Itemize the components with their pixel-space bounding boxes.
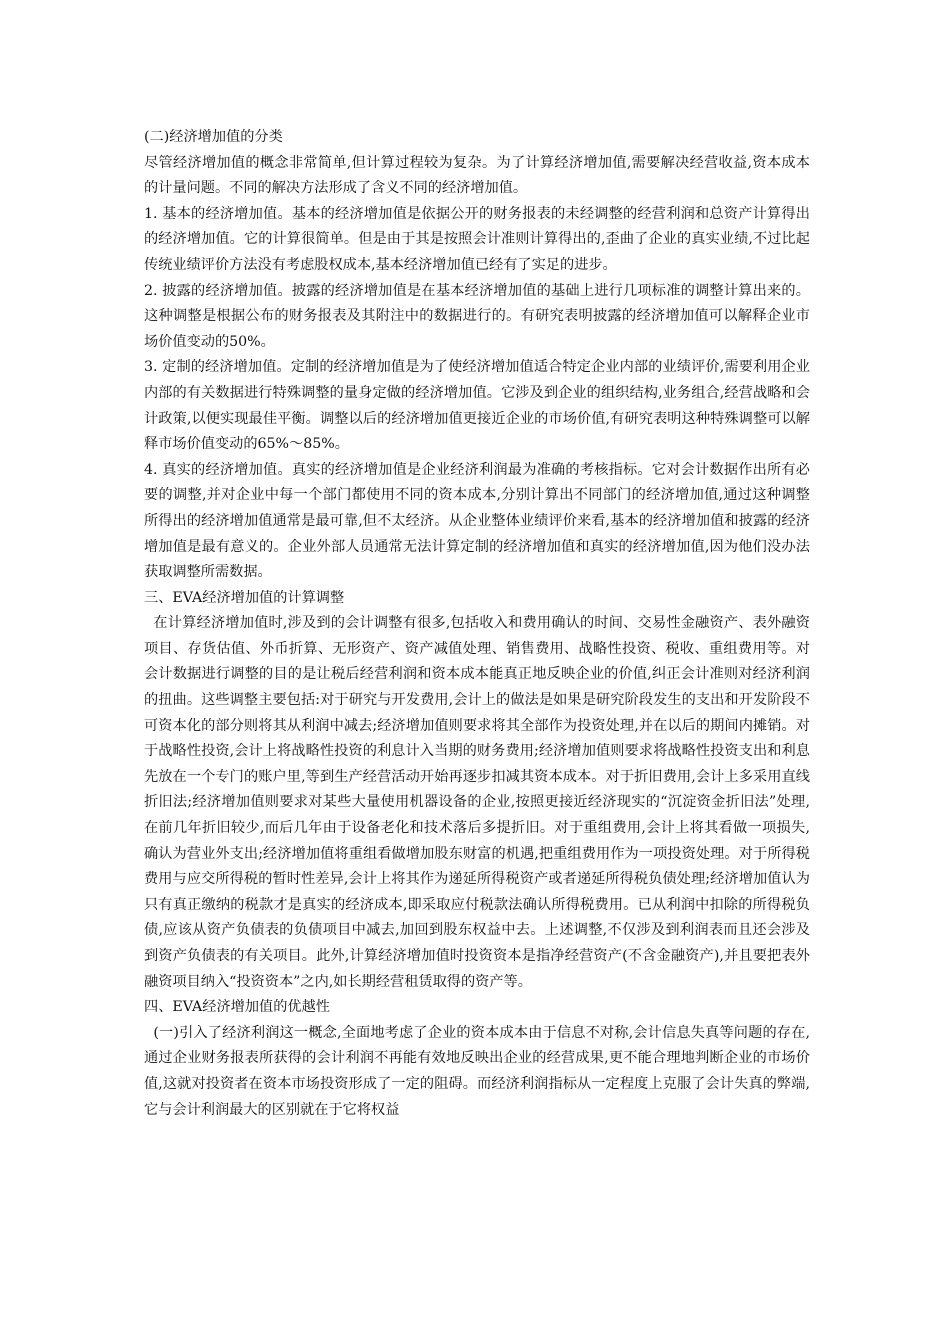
section-heading: 四、EVA经济增加值的优越性: [144, 999, 330, 1016]
body-paragraph: 尽管经济增加值的概念非常简单,但计算过程较为复杂。为了计算经济增加值,需要解决经营收益,资本成本的计量问题。不同的解决方法形成了含义不同的经济增加值。: [144, 154, 810, 197]
body-paragraph: 在计算经济增加值时,涉及到的会计调整有很多,包括收入和费用确认的时间、交易性金融资产、表外融资项目、存货估值、外币折算、无形资产、资产减值处理、销售费用、战略性投资、税收、重组费用等。对会计数据进行调整的目的是让税后经营利润和资本成本能真正地反映企业的价值,纠正会计准则对经济利润的扭曲。这些调整主要包括:对于研究与开发费用,会计上的做法是如果是研究阶段发生的支出和开发阶段不可资本化的部分则将其从利润中减去;经济增加值则要求将其全部作为投资处理,并在以后的期间内摊销。对于战略性投资,会计上将战略性投资的利息计入当期的财务费用;经济增加值则要求将战略性投资支出和利息先放在一个专门的账户里,等到生产经营活动开始再逐步扣减其资本成本。对于折旧费用,会计上多采用直线折旧法;经济增加值则要求对某些大量使用机器设备的企业,按照更接近经济现实的“沉淀资金折旧法”处理,在前几年折旧较少,而后几年由于设备老化和技术落后多提折旧。对于重组费用,会计上将其看做一项损失,确认为营业外支出;经济增加值将重组看做增加股东财富的机遇,把重组费用作为一项投资处理。对于所得税费用与应交所得税的暂时性差异,会计上将其作为递延所得税资产或者递延所得税负债处理;经济增加值认为只有真正缴纳的税款才是真实的经济成本,即采取应付税款法确认所得税费用。已从利润中扣除的所得税负债,应该从资产负债表的负债项目中减去,加回到股东权益中去。上述调整,不仅涉及到利润表而且还会涉及到资产负债表的有关项目。此外,计算经济增加值时投资资本是指净经营资产(不含金融资产),并且要把表外融资项目纳入“投资资本”之内,如长期经营租赁取得的资产等。: [144, 615, 810, 990]
document-page: [144, 125, 810, 1123]
body-paragraph: 1. 基本的经济增加值。基本的经济增加值是依据公开的财务报表的未经调整的经营利润和总资产计算得出的经济增加值。它的计算很简单。但是由于其是按照会计准则计算得出的,歪曲了企业的真实业绩,不过比起传统业绩评价方法没有考虑股权成本,基本经济增加值已经有了实足的进步。: [144, 205, 810, 273]
section-heading: (二)经济增加值的分类: [144, 129, 283, 145]
body-paragraph: 4. 真实的经济增加值。真实的经济增加值是企业经济利润最为准确的考核指标。它对会计数据作出所有必要的调整,并对企业中每一个部门都使用不同的资本成本,分别计算出不同部门的经济增加值,通过这种调整所得出的经济增加值通常是最可靠,但不太经济。从企业整体业绩评价来看,基本的经济增加值和披露的经济增加值是最有意义的。企业外部人员通常无法计算定制的经济增加值和真实的经济增加值,因为他们没办法获取调整所需数据。: [144, 461, 810, 581]
section-heading: 三、EVA经济增加值的计算调整: [144, 589, 345, 606]
body-paragraph: 3. 定制的经济增加值。定制的经济增加值是为了使经济增加值适合特定企业内部的业绩评价,需要利用企业内部的有关数据进行特殊调整的量身定做的经济增加值。它涉及到企业的组织结构,业务组合,经营战略和会计政策,以便实现最佳平衡。调整以后的经济增加值更接近企业的市场价值,有研究表明这种特殊调整可以解释市场价值变动的65%～85%。: [144, 359, 810, 453]
body-paragraph: 2. 披露的经济增加值。披露的经济增加值是在基本经济增加值的基础上进行几项标准的调整计算出来的。这种调整是根据公布的财务报表及其附注中的数据进行的。有研究表明披露的经济增加值可以解释企业市场价值变动的50%。: [144, 282, 810, 350]
body-paragraph: (一)引入了经济利润这一概念,全面地考虑了企业的资本成本由于信息不对称,会计信息失真等问题的存在,通过企业财务报表所获得的会计利润不再能有效地反映出企业的经营成果,更不能合理地判断企业的市场价值,这就对投资者在资本市场投资形成了一定的阻碍。而经济利润指标从一定程度上克服了会计失真的弊端,它与会计利润最大的区别就在于它将权益: [144, 1024, 810, 1118]
